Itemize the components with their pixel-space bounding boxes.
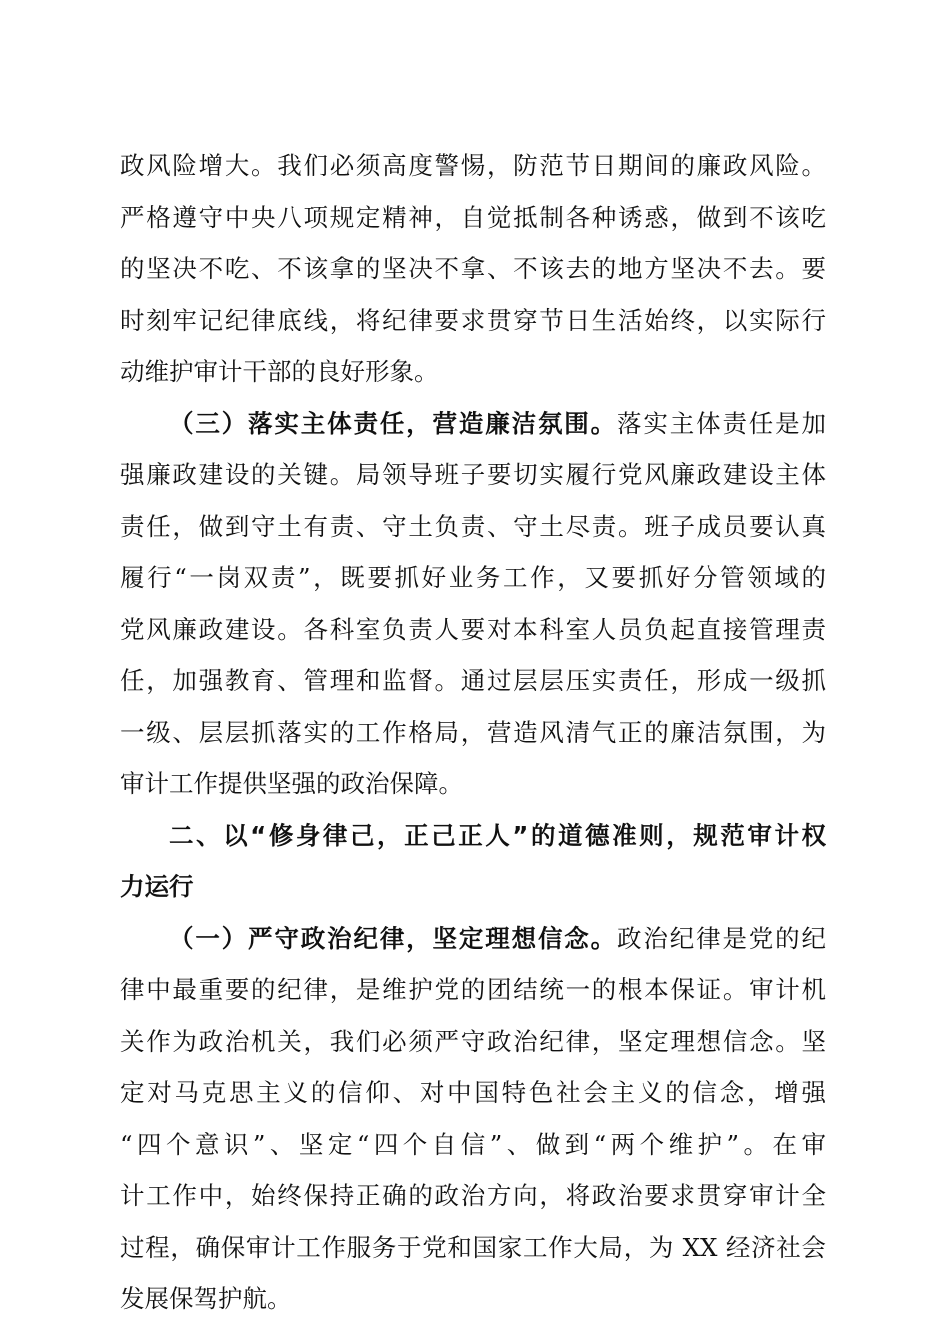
paragraph-first-line (120, 913, 826, 965)
paragraph-1 (120, 140, 826, 398)
section-lead-title: （一）严守政治纪律，坚定理想信念。 (169, 923, 618, 953)
text-line: 强廉政建设的关键。局领导班子要切实履行党风廉政建设主体 (120, 460, 826, 489)
text-line: 律中最重要的纪律，是维护党的团结统一的根本保证。审计机 (120, 975, 826, 1004)
text-line: “四个意识”、坚定“四个自信”、做到“两个维护”。在审 (120, 1129, 826, 1159)
text-line: 过程，确保审计工作服务于党和国家工作大局，为 XX 经济社会 (120, 1232, 826, 1262)
text-line: 审计工作提供坚强的政治保障。 (120, 769, 463, 798)
text-line: 党风廉政建设。各科室负责人要对本科室人员负起直接管理责 (120, 614, 826, 644)
text-line: 的坚决不吃、不该拿的坚决不拿、不该去的地方坚决不去。要 (120, 254, 826, 283)
text-line: 定对马克思主义的信仰、对中国特色社会主义的信念，增强 (120, 1078, 826, 1107)
text-line: 政风险增大。我们必须高度警惕，防范节日期间的廉政风险。 (120, 151, 826, 180)
heading-line: 力运行 (120, 872, 194, 901)
text-line: 计工作中，始终保持正确的政治方向，将政治要求贯穿审计全 (120, 1181, 826, 1210)
text-fragment: 政治纪律是党的纪 (617, 923, 827, 953)
paragraph-first-line (120, 398, 826, 450)
text-line: 严格遵守中央八项规定精神，自觉抵制各种诱惑，做到不该吃 (120, 202, 826, 232)
text-line: 一级、层层抓落实的工作格局，营造风清气正的廉洁氛围，为 (120, 717, 826, 747)
text-line: 时刻牢记纪律底线，将纪律要求贯穿节日生活始终，以实际行 (120, 305, 826, 335)
text-line: 关作为政治机关，我们必须严守政治纪律，坚定理想信念。坚 (120, 1026, 826, 1056)
paragraph-3 (120, 913, 826, 1325)
text-line: 履行“一岗双责”，既要抓好业务工作，又要抓好分管领域的 (120, 563, 826, 592)
text-line: 责任，做到守土有责、守土负责、守土尽责。班子成员要认真 (120, 511, 826, 541)
text-line: 任，加强教育、管理和监督。通过层层压实责任，形成一级抓 (120, 666, 826, 695)
text-line: 动维护审计干部的良好形象。 (120, 357, 439, 386)
text-fragment: 落实主体责任是加 (617, 408, 827, 438)
text-line: 发展保驾护航。 (120, 1284, 292, 1313)
section-heading-2 (120, 810, 826, 913)
section-lead-title: （三）落实主体责任，营造廉洁氛围。 (169, 408, 618, 438)
heading-line: 二、以“修身律己，正己正人”的道德准则，规范审计权 (169, 820, 826, 850)
document-page (120, 140, 826, 1325)
paragraph-2 (120, 398, 826, 810)
